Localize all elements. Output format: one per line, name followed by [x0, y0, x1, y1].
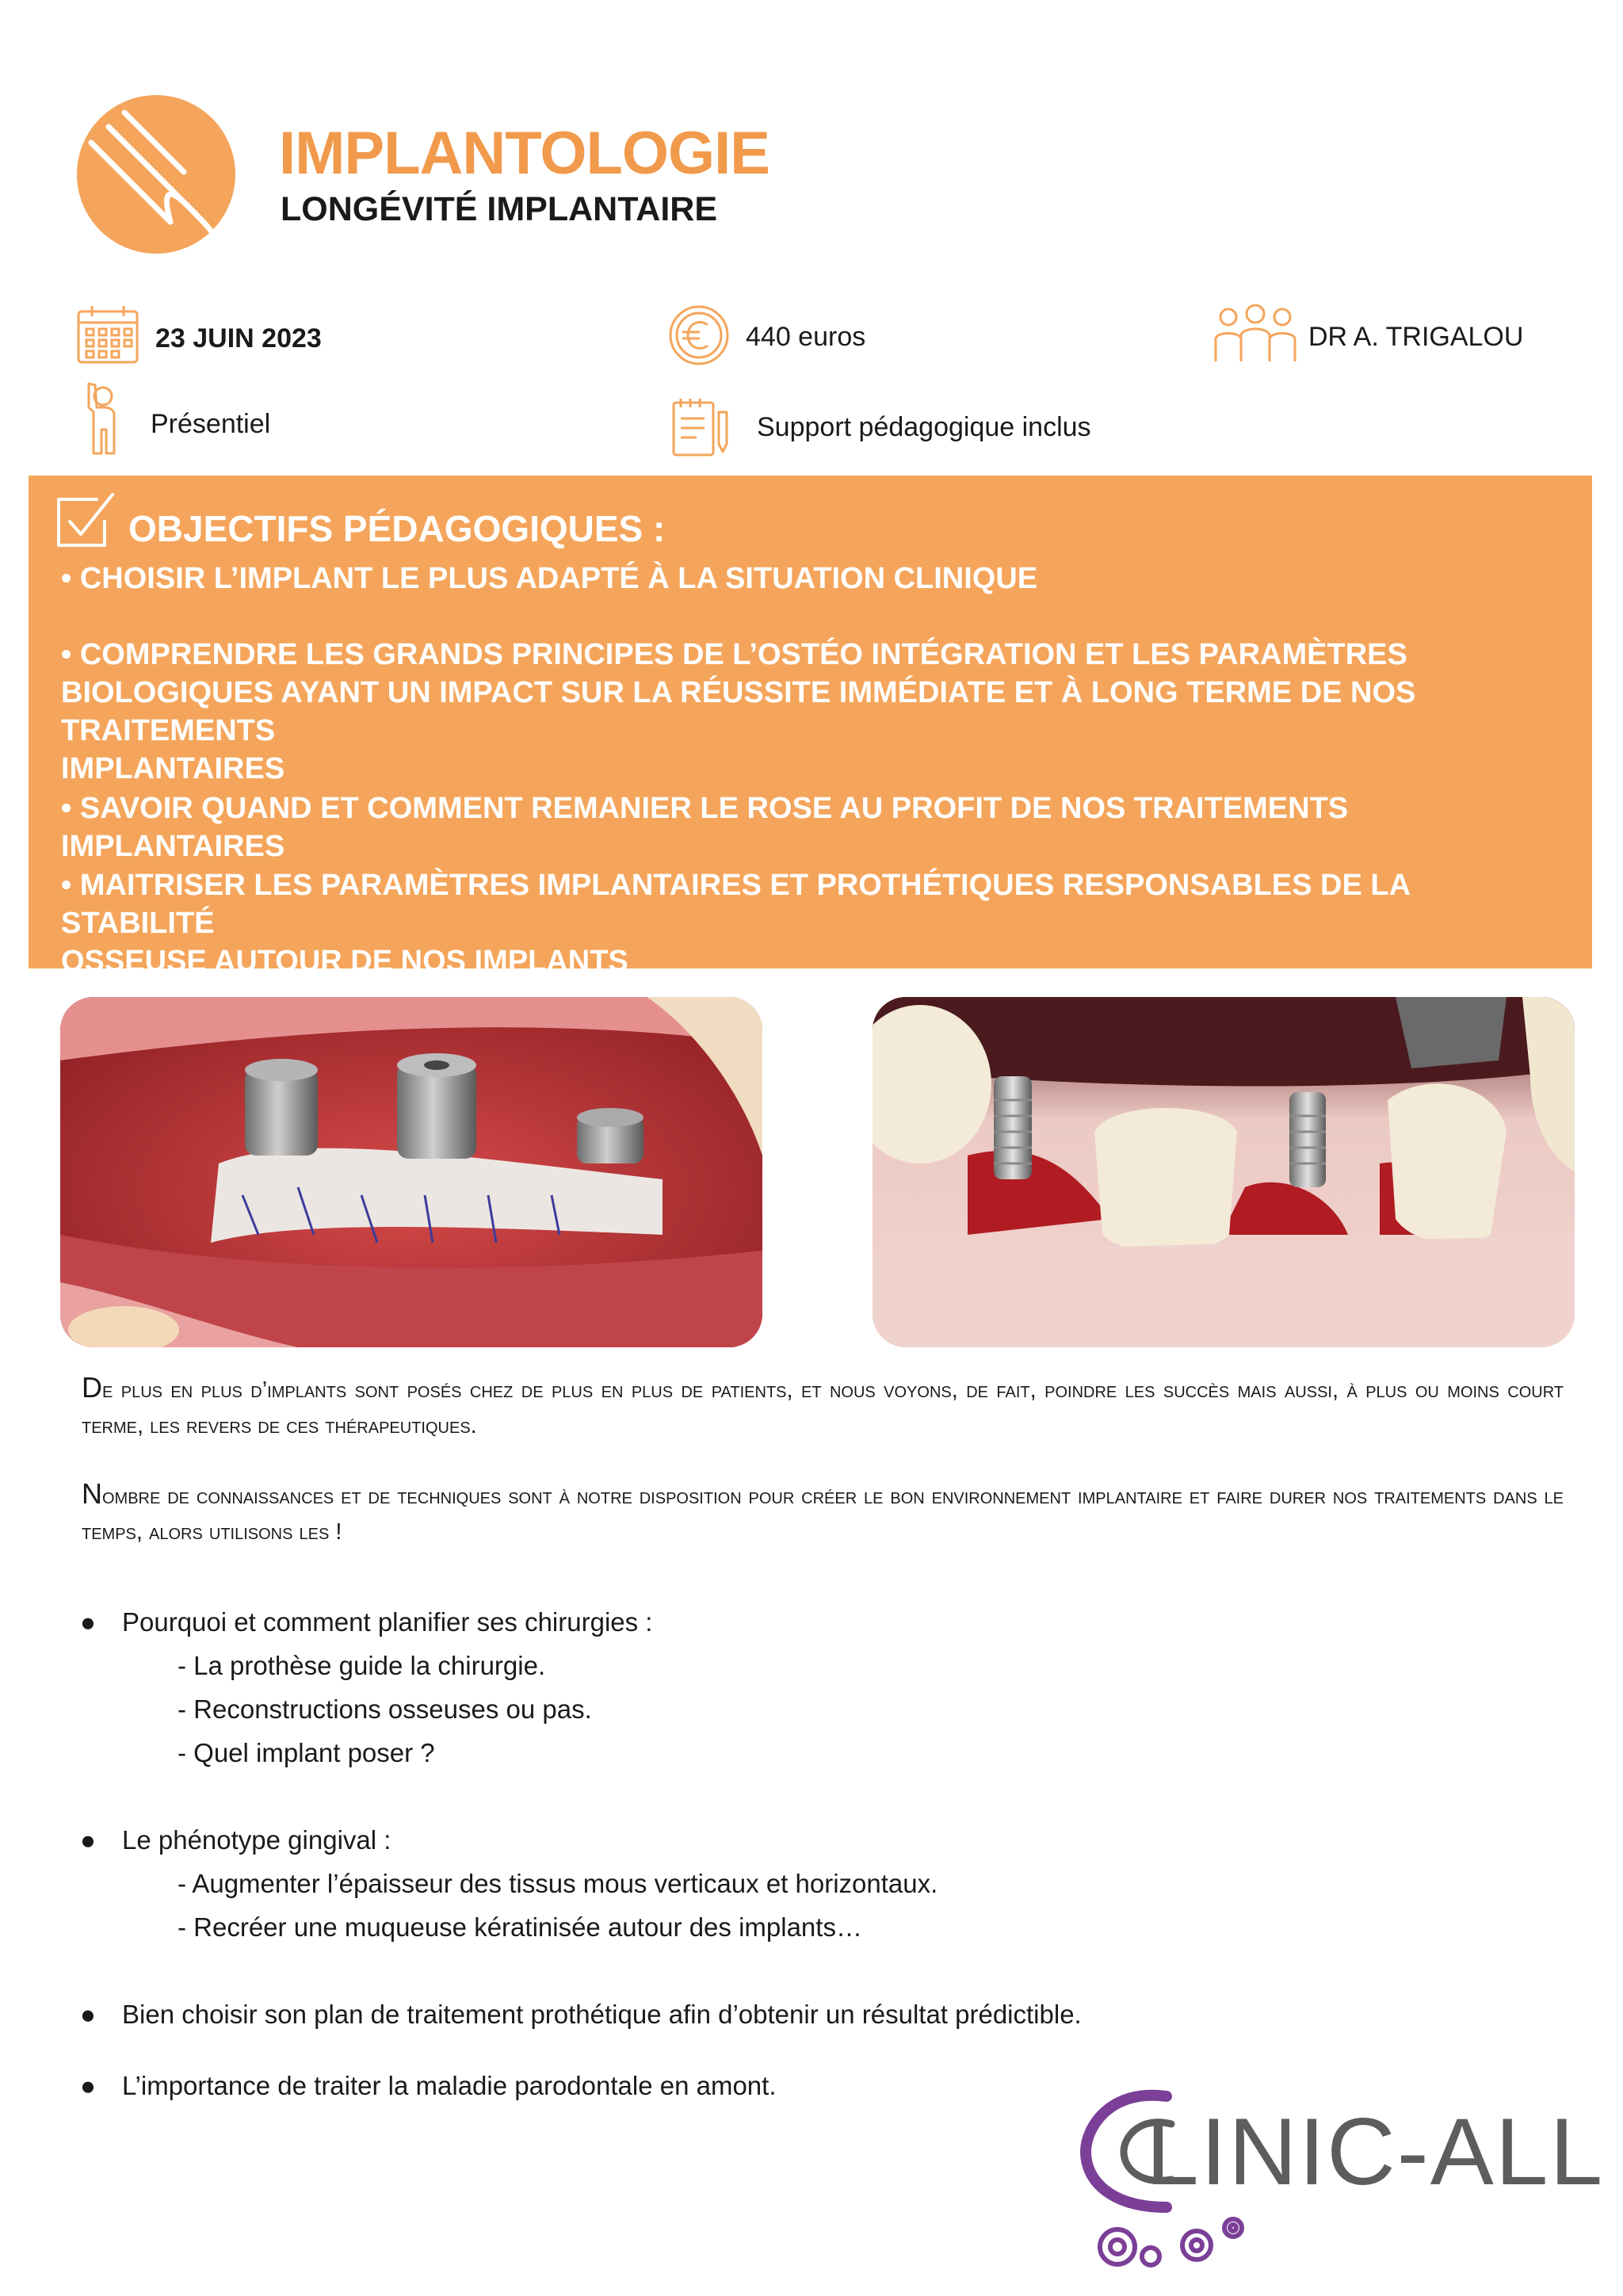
price-text: 440 euros: [746, 322, 866, 352]
bullet-text: Pourquoi et comment planifier ses chirurgies :: [122, 1607, 653, 1637]
bullet-text: Le phénotype gingival :: [122, 1825, 391, 1855]
sub-bullet-text: - Quel implant poser ?: [178, 1738, 435, 1767]
sub-bullet-text: - Augmenter l’épaisseur des tissus mous verticaux et horizontaux.: [178, 1869, 938, 1898]
calendar-icon: [76, 304, 139, 365]
objectives-title: OBJECTIFS PÉDAGOGIQUES :: [128, 508, 666, 549]
objective-item: • CHOISIR L’IMPLANT LE PLUS ADAPTÉ À LA SITUATION CLINIQUE: [61, 562, 1038, 595]
person-raising-hand-icon: [79, 380, 128, 457]
header-logo: [77, 95, 235, 254]
clinical-photo-surgery: [60, 997, 762, 1347]
sub-bullet-text: - Recréer une muqueuse kératinisée autour des implants…: [178, 1912, 862, 1942]
objective-item: • SAVOIR QUAND ET COMMENT REMANIER LE ROSE AU PROFIT DE NOS TRAITEMENTS IMPLANTAIRES: [61, 792, 1349, 863]
page-title: IMPLANTOLOGIE: [279, 120, 769, 187]
bullet-dot: ●: [80, 1825, 96, 1855]
bullet-text: Bien choisir son plan de traitement prothétique afin d’obtenir un résultat prédictible.: [122, 2000, 1082, 2029]
mode-text: Présentiel: [151, 409, 271, 439]
speaker-text: DR A. TRIGALOU: [1308, 322, 1524, 352]
euro-icon: [668, 304, 730, 366]
intro-paragraph: Nombre de connaissances et de techniques sont à notre disposition pour créer le bon environnement implantaire et faire durer nos traitements dans le temps, alors utilisons les !: [82, 1477, 1564, 1545]
document-pen-icon: [671, 396, 730, 458]
bullet-dot: ●: [80, 1607, 96, 1637]
date-text: 23 JUIN 2023: [155, 323, 322, 353]
support-text: Support pédagogique inclus: [757, 412, 1091, 442]
scalpel-icon: [77, 95, 235, 254]
group-people-icon: [1212, 304, 1298, 363]
objective-item: • MAITRISER LES PARAMÈTRES IMPLANTAIRES ET PROTHÉTIQUES RESPONSABLES DE LA STABILITÉ OSSEUSE AUTOUR DE NOS IMPLANTS: [61, 869, 1410, 978]
brand-name: LINIC-ALL: [1146, 2099, 1605, 2205]
bullet-dot: ●: [80, 2071, 96, 2100]
clinical-photo-implants: [873, 997, 1575, 1347]
checkbox-check-icon: [55, 491, 116, 548]
intro-paragraph: De plus en plus d’implants sont posés chez de plus en plus de patients, et nous voyons, de fait, poindre les succès mais aussi, à plus ou moins court terme, les revers de ces thérapeutiques.: [82, 1371, 1564, 1438]
bullet-dot: ●: [80, 2000, 96, 2029]
sub-bullet-text: - La prothèse guide la chirurgie.: [178, 1651, 546, 1680]
bullet-text: L’importance de traiter la maladie parodontale en amont.: [122, 2071, 777, 2100]
objective-item: • COMPRENDRE LES GRANDS PRINCIPES DE L’OSTÉO INTÉGRATION ET LES PARAMÈTRES BIOLOGIQUES AYANT UN IMPACT SUR LA RÉUSSITE IMMÉDIATE ET À LONG TERME DE NOS TRAITEMENTS IMPLANTAIRES: [61, 638, 1416, 785]
sub-bullet-text: - Reconstructions osseuses ou pas.: [178, 1694, 592, 1724]
page-subtitle: LONGÉVITÉ IMPLANTAIRE: [281, 190, 718, 228]
